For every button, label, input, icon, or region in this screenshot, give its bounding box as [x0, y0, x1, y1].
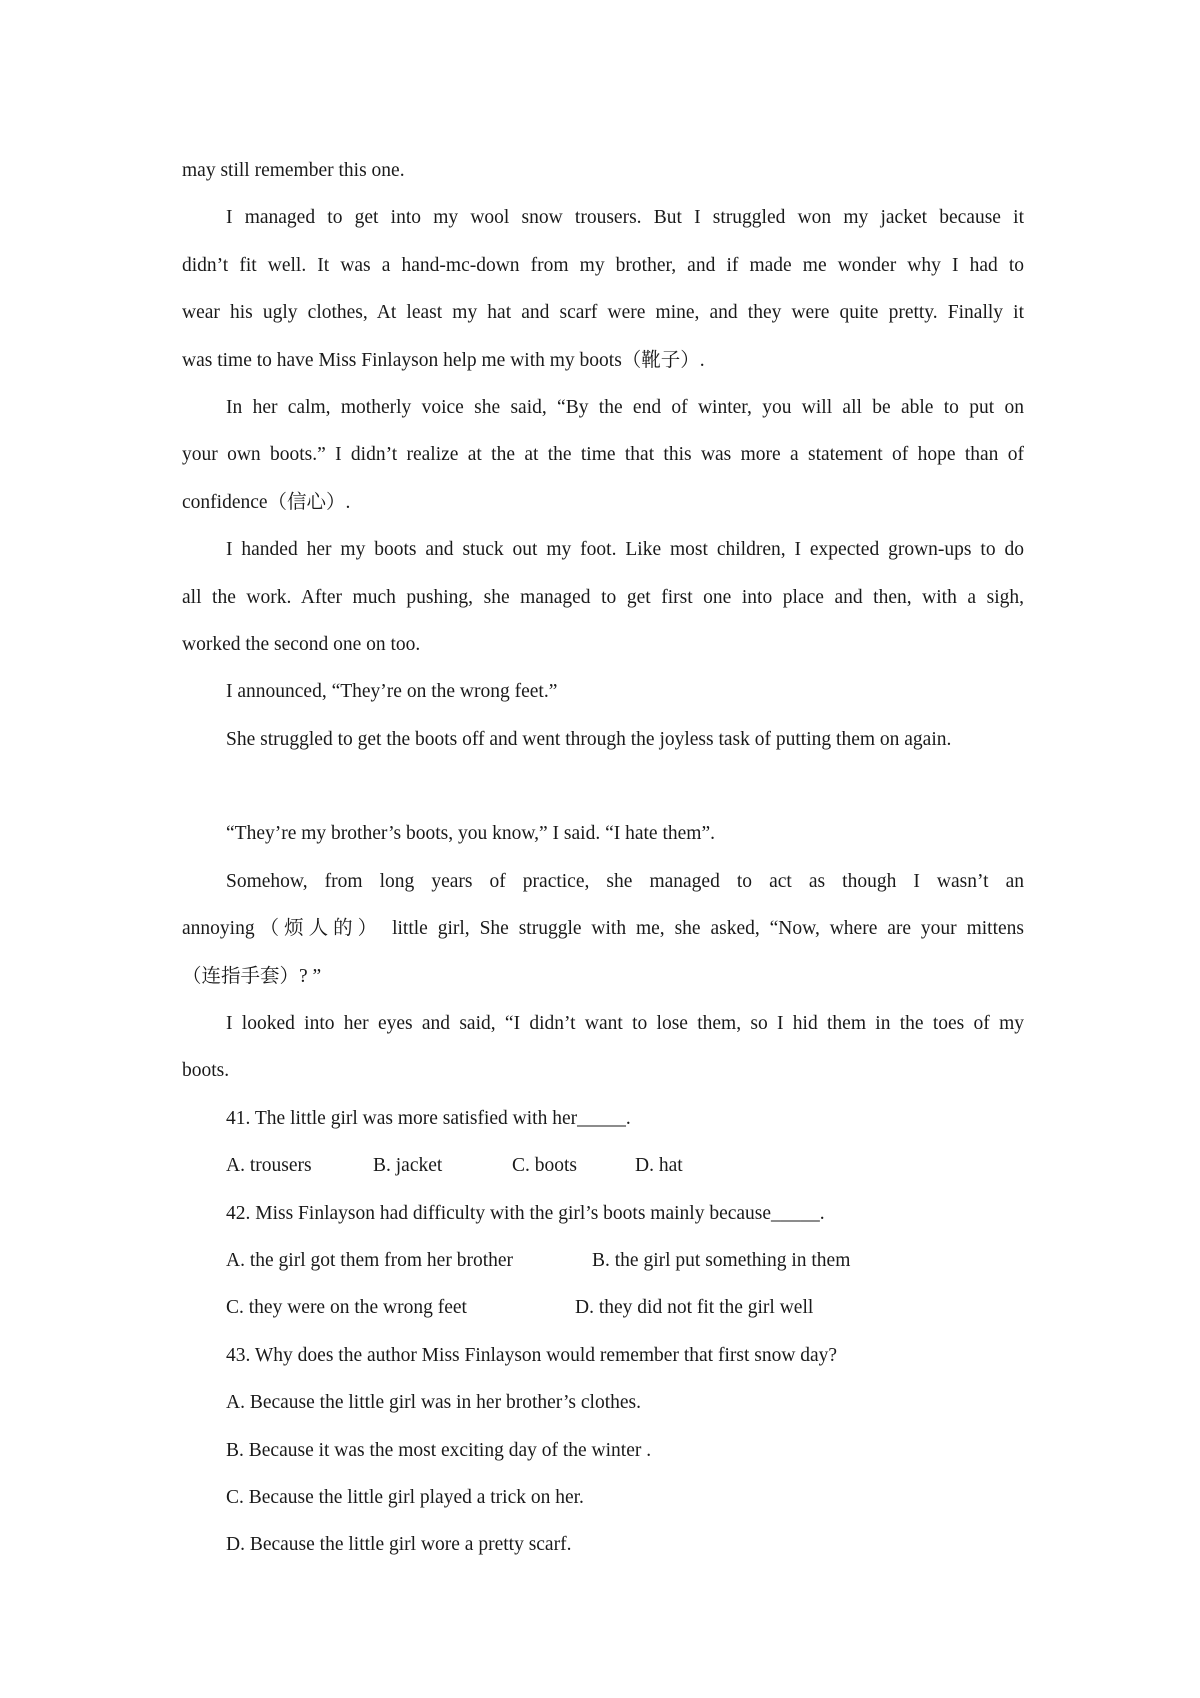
answer-option: B. the girl put something in them: [592, 1249, 851, 1271]
passage-line: boots.: [182, 1060, 230, 1082]
answer-option: B. jacket: [373, 1155, 443, 1177]
passage-line: all the work. After much pushing, she managed to get first one into place and then, with a sigh,: [182, 586, 1024, 608]
answer-option: D. hat: [635, 1155, 683, 1177]
answer-option: C. boots: [512, 1155, 578, 1177]
passage-line: annoying（烦人的） little girl, She struggle with me, she asked, “Now, where are your mittens: [182, 918, 1024, 940]
answer-options: [182, 1284, 1024, 1331]
answer-option: A. trousers: [226, 1155, 312, 1177]
passage-line: “They’re my brother’s boots, you know,” I said. “I hate them”.: [226, 823, 715, 845]
answer-option: C. Because the little girl played a trick on her.: [226, 1486, 584, 1508]
passage-line: In her calm, motherly voice she said, “By the end of winter, you will all be able to put on: [226, 396, 1024, 418]
passage-line: Somehow, from long years of practice, she managed to act as though I wasn’t an: [226, 870, 1024, 892]
passage-line: was time to have Miss Finlayson help me with my boots（靴子）.: [182, 349, 705, 371]
question-stem: 43. Why does the author Miss Finlayson would remember that first snow day?: [226, 1344, 838, 1366]
blank-line: [182, 763, 1024, 810]
passage-line: confidence（信心）.: [182, 491, 351, 513]
document-page: [182, 147, 1024, 1569]
answer-option: B. Because it was the most exciting day of the winter .: [226, 1439, 652, 1461]
answer-option: A. Because the little girl was in her brother’s clothes.: [226, 1392, 641, 1414]
answer-option: D. they did not fit the girl well: [575, 1297, 814, 1319]
answer-option: D. Because the little girl wore a pretty scarf.: [226, 1534, 572, 1556]
question-stem: 41. The little girl was more satisfied with her_____.: [226, 1107, 631, 1129]
question-stem: 42. Miss Finlayson had difficulty with the girl’s boots mainly because_____.: [226, 1202, 825, 1224]
passage-line: I handed her my boots and stuck out my foot. Like most children, I expected grown-ups to do: [226, 539, 1024, 561]
passage-line: I looked into her eyes and said, “I didn’t want to lose them, so I hid them in the toes of my: [226, 1013, 1024, 1035]
passage-line: may still remember this one.: [182, 160, 405, 181]
passage-line: She struggled to get the boots off and went through the joyless task of putting them on again.: [226, 728, 952, 750]
passage-line: didn’t fit well. It was a hand-mc-down from my brother, and if made me wonder why I had to: [182, 254, 1024, 276]
passage-line: worked the second one on too.: [182, 633, 421, 655]
answer-option: A. the girl got them from her brother: [226, 1249, 514, 1271]
answer-options: [182, 1142, 1024, 1189]
passage-line: your own boots.” I didn’t realize at the at the time that this was more a statement of hope than of: [182, 444, 1024, 466]
passage-line: I announced, “They’re on the wrong feet.”: [226, 681, 558, 703]
answer-option: C. they were on the wrong feet: [226, 1297, 467, 1319]
passage-line: wear his ugly clothes, At least my hat and scarf were mine, and they were quite pretty. Finally it: [182, 302, 1024, 324]
answer-options: [182, 1237, 1024, 1284]
passage-line: （连指手套）? ”: [182, 965, 322, 987]
passage-line: I managed to get into my wool snow trousers. But I struggled won my jacket because it: [226, 207, 1024, 229]
